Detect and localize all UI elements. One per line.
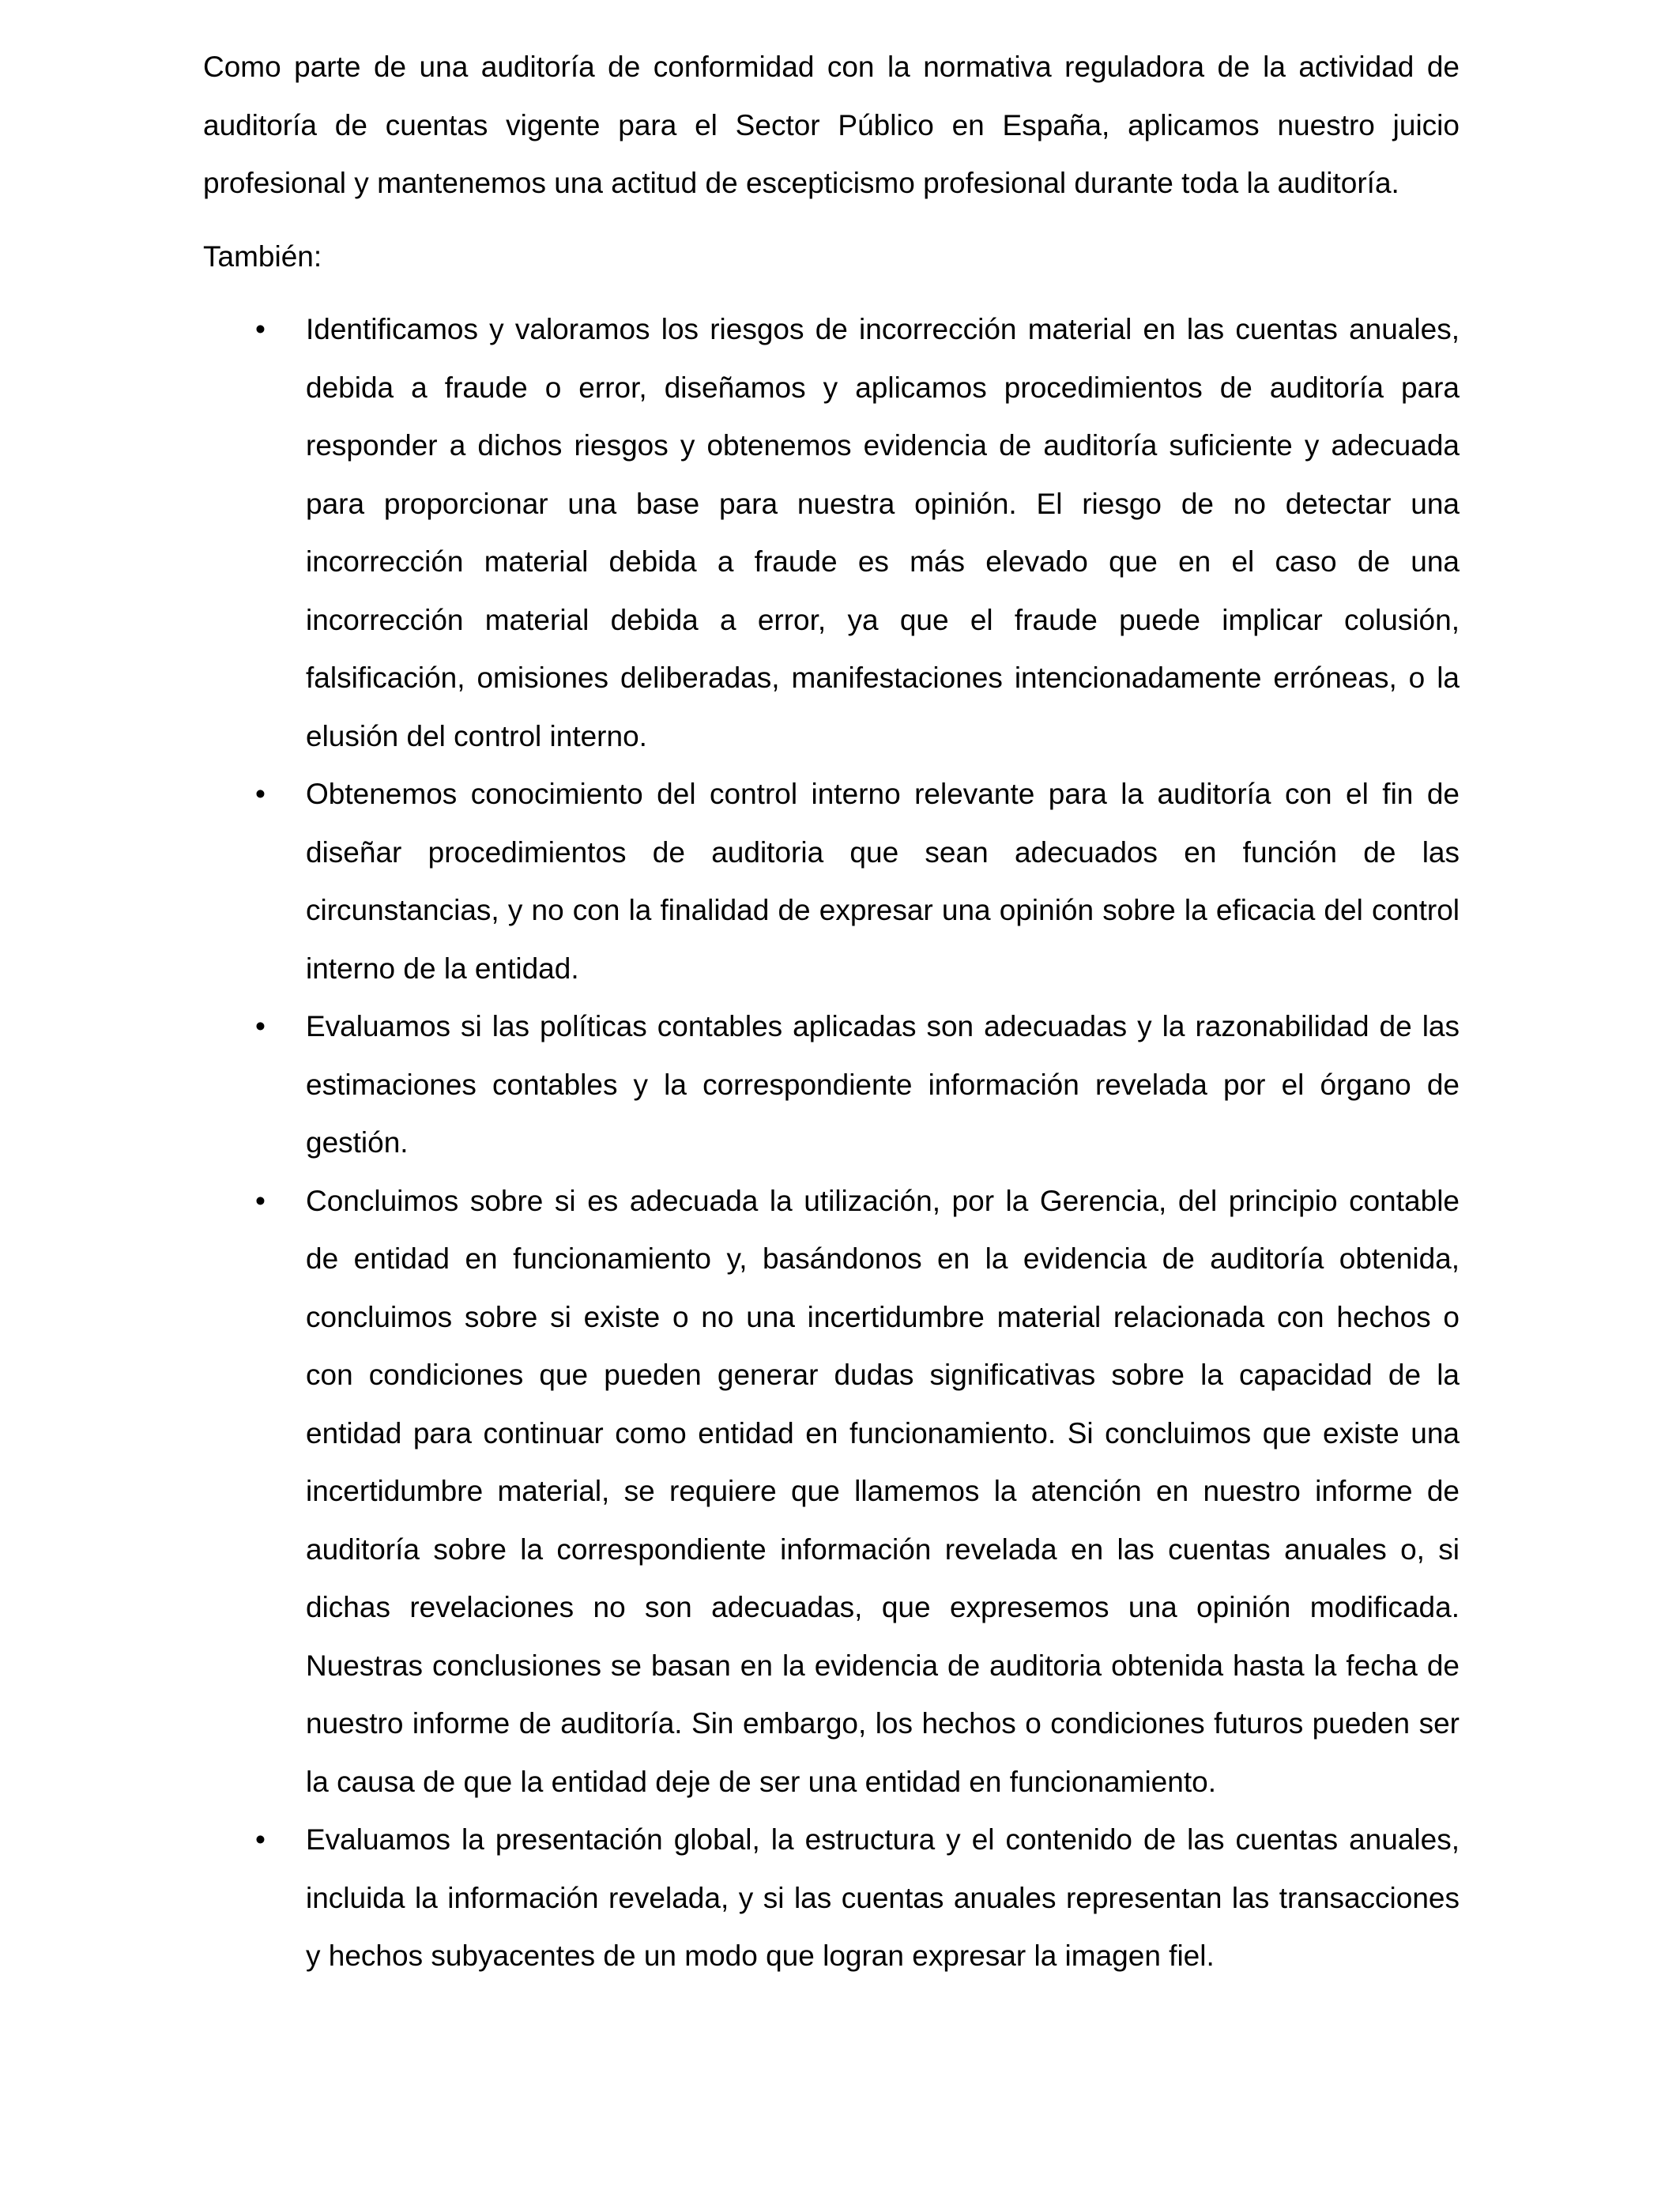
bullet-icon: • (255, 1184, 266, 1217)
bullet-icon: • (255, 1010, 266, 1042)
document-body (203, 38, 1460, 1985)
bullet-icon: • (255, 313, 266, 345)
list-item (203, 997, 1460, 1172)
list-item-text: Concluimos sobre si es adecuada la utilización, por la Gerencia, del principio contable de entidad en funcionamiento y, basándonos en la evidencia de auditoría obtenida, concluimos sobre si existe o no una incertidumbre material relacionada con hechos o con condiciones que pueden generar dudas significativas sobre la capacidad de la entidad para continuar como entidad en funcionamiento. Si concluimos que existe una incertidumbre material, se requiere que llamemos la atención en nuestro informe de auditoría sobre la correspondiente información revelada en las cuentas anuales o, si dichas revelaciones no son adecuadas, que expresemos una opinión modificada. Nuestras conclusiones se basan en la evidencia de auditoria obtenida hasta la fecha de nuestro informe de auditoría. Sin embargo, los hechos o condiciones futuros pueden ser la causa de que la entidad deje de ser una entidad en funcionamiento. (306, 1184, 1460, 1798)
list-item-text: Identificamos y valoramos los riesgos de incorrección material en las cuentas anuales, debida a fraude o error, diseñamos y aplicamos procedimientos de auditoría para responder a dichos riesgos y obtenemos evidencia de auditoría suficiente y adecuada para proporcionar una base para nuestra opinión. El riesgo de no detectar una incorrección material debida a fraude es más elevado que en el caso de una incorrección material debida a error, ya que el fraude puede implicar colusión, falsificación, omisiones deliberadas, manifestaciones intencionadamente erróneas, o la elusión del control interno. (306, 313, 1460, 752)
list-item-text: Evaluamos la presentación global, la estructura y el contenido de las cuentas anuales, incluida la información revelada, y si las cuentas anuales representan las transacciones y hechos subyacentes de un modo que logran expresar la imagen fiel. (306, 1823, 1460, 1972)
bullet-icon: • (255, 1823, 266, 1856)
bullet-list (203, 300, 1460, 1985)
list-item-text: Obtenemos conocimiento del control interno relevante para la auditoría con el fin de diseñar procedimientos de auditoria que sean adecuados en función de las circunstancias, y no con la finalidad de expresar una opinión sobre la eficacia del control interno de la entidad. (306, 778, 1460, 985)
list-item (203, 300, 1460, 765)
list-item (203, 765, 1460, 997)
list-item (203, 1172, 1460, 1811)
list-item-text: Evaluamos si las políticas contables aplicadas son adecuadas y la razonabilidad de las estimaciones contables y la correspondiente información revelada por el órgano de gestión. (306, 1010, 1460, 1159)
intro-paragraph: Como parte de una auditoría de conformidad con la normativa reguladora de la actividad de auditoría de cuentas vigente para el Sector Público en España, aplicamos nuestro juicio profesional y mantenemos una actitud de escepticismo profesional durante toda la auditoría. (203, 51, 1460, 199)
list-item (203, 1811, 1460, 1985)
bullet-icon: • (255, 778, 266, 810)
also-label: También: (203, 239, 322, 273)
